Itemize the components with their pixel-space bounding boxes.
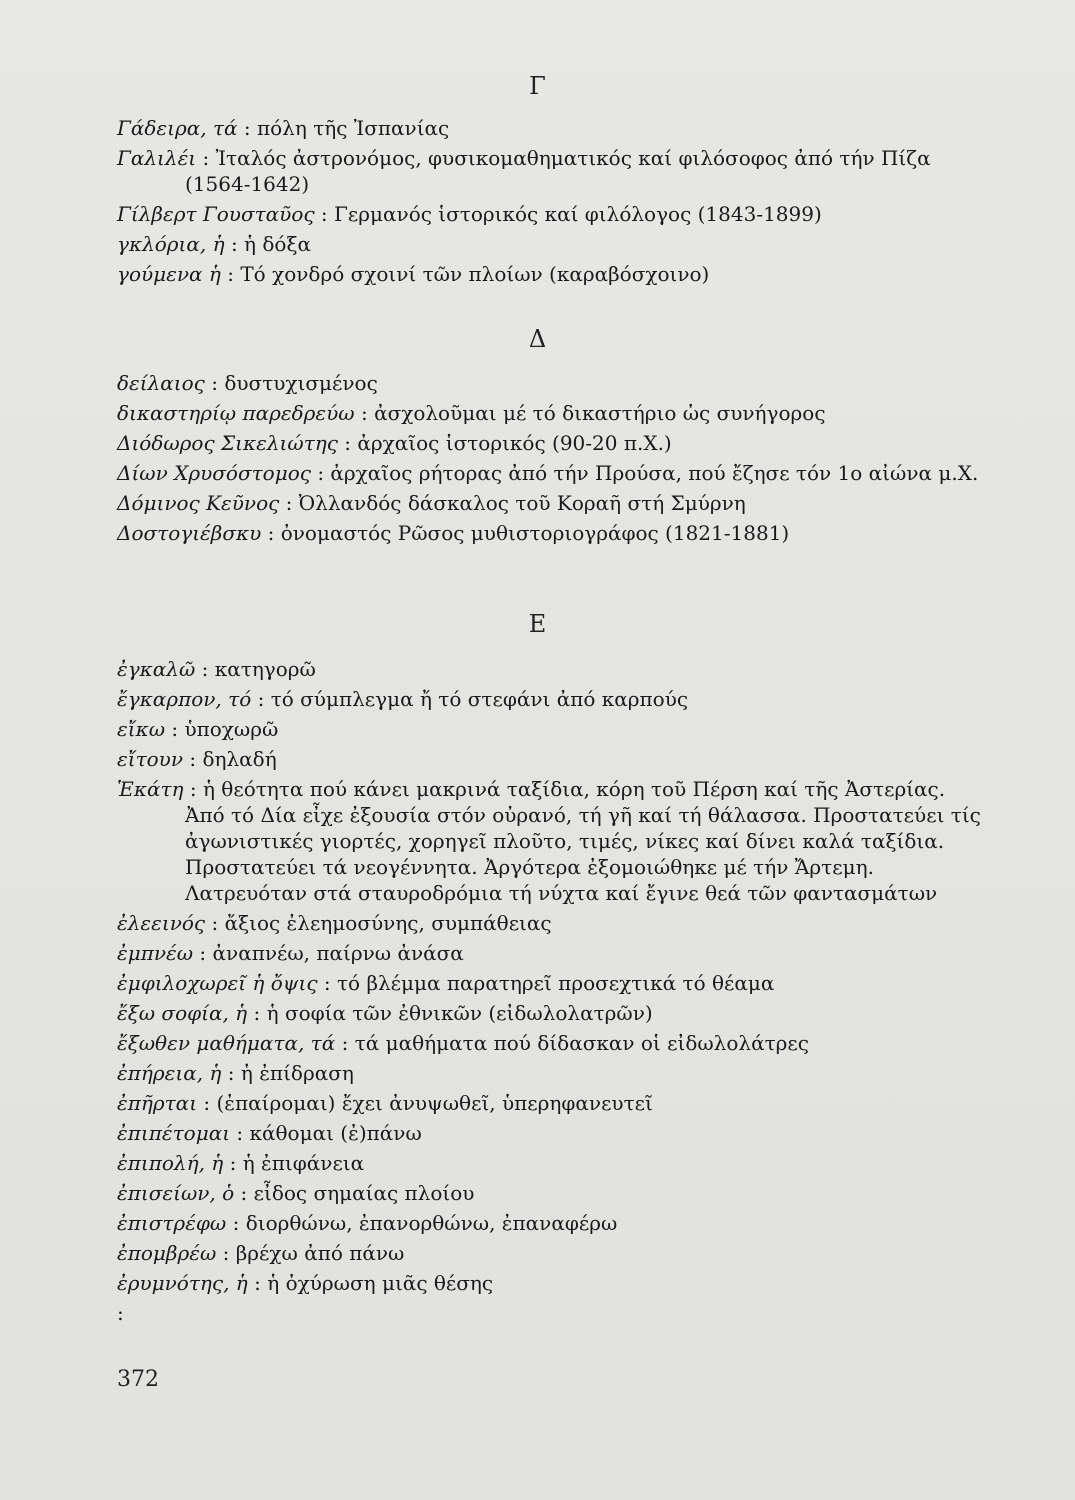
entry-definition: ἀναπνέω, παίρνω ἀνάσα — [212, 941, 464, 965]
glossary-entry: ἐρυμνότης, ἡ : ἡ ὀχύρωση μιᾶς θέσης — [117, 1271, 494, 1295]
entry-definition: πόλη τῆς Ἰσπανίας — [257, 116, 450, 140]
entry-term: δικαστηρίῳ παρεδρεύω — [117, 401, 355, 425]
entry-term: ἔγκαρπον, τό — [117, 687, 252, 711]
entry-term: ἐλεεινός — [117, 911, 206, 935]
entry-definition: δηλαδή — [202, 747, 277, 771]
entry-term: ἐπιπέτομαι — [117, 1121, 231, 1145]
glossary-entry: ἐπομβρέω : βρέχω ἀπό πάνω — [117, 1241, 405, 1265]
entry-definition: ἡ δόξα — [244, 232, 311, 256]
glossary-entry: εἴτουν : δηλαδή — [117, 747, 277, 771]
entry-term: ἐγκαλῶ — [117, 657, 196, 681]
glossary-entry: ἐπιστρέφω : διορθώνω, ἐπανορθώνω, ἐπαναφέρω — [117, 1211, 618, 1235]
glossary-entry: Γαλιλέι : Ἰταλός ἀστρονόμος, φυσικομαθηματικός καί φιλόσοφος ἀπό τήν Πίζα (1564-1642) — [117, 146, 931, 196]
glossary-entry: ἐμφιλοχωρεῖ ἡ ὄψις : τό βλέμμα παρατηρεῖ προσεχτικά τό θέαμα — [117, 971, 775, 995]
glossary-entry: ἐπισείων, ὁ : εἶδος σημαίας πλοίου — [117, 1181, 475, 1205]
entry-term: ἐπισείων, ὁ — [117, 1181, 235, 1205]
section-letter-gamma: Γ — [529, 72, 546, 100]
glossary-entry: ἐγκαλῶ : κατηγορῶ — [117, 657, 316, 681]
entry-term: εἴκω — [117, 717, 165, 741]
entry-term: ἐπιπολή, ἡ — [117, 1151, 224, 1175]
glossary-entry: Γάδειρα, τά : πόλη τῆς Ἰσπανίας — [117, 116, 450, 140]
entry-definition: ἡ θεότητα πού κάνει μακρινά ταξίδια, κόρη τοῦ Πέρση καί τῆς Ἀστερίας. Ἀπό τό Δία εἶχε ἐξουσία στόν οὐρανό, τή γῆ καί τή θάλασσα. Προστατεύει τίς ἀγωνιστικές γιορτές, χορηγεῖ πλοῦτο, τιμές, νίκες καί δίνει καλά ταξίδια. Προστατεύει τά νεογέννητα. Ἀργότερα ἐξομοιώθηκε μέ τήν Ἄρτεμη. Λατρευόταν στά σταυροδρόμια τή νύχτα καί ἔγινε θεά τῶν φαντασμάτων — [185, 777, 981, 905]
glossary-entry: Δοστογιέβσκυ : ὀνομαστός Ρῶσος μυθιστοριογράφος (1821-1881) — [117, 521, 790, 545]
entry-definition: ἡ ὀχύρωση μιᾶς θέσης — [267, 1271, 494, 1295]
entry-term: ἔξωθεν μαθήματα, τά — [117, 1031, 336, 1055]
section-gamma-entries — [117, 115, 982, 291]
entry-definition: ἀρχαῖος ρήτορας ἀπό τήν Προύσα, πού ἔζησε τόν 1ο αἰώνα μ.Χ. — [330, 461, 979, 485]
entry-term: ἔξω σοφία, ἡ — [117, 1001, 248, 1025]
glossary-entry: εἴκω : ὑποχωρῶ — [117, 717, 279, 741]
entry-definition: ἄξιος ἐλεημοσύνης, συμπάθειας — [224, 911, 552, 935]
entry-term: ἐπήρεια, ἡ — [117, 1061, 222, 1085]
entry-definition: ὑποχωρῶ — [184, 717, 279, 741]
page-number: 372 — [117, 1367, 159, 1392]
glossary-entry: Γίλβερτ Γουσταῦος : Γερμανός ἱστορικός καί φιλόλογος (1843-1899) — [117, 202, 822, 226]
glossary-entry: Δόμινος Κεῦνος : Ὀλλανδός δάσκαλος τοῦ Κοραῆ στή Σμύρνη — [117, 491, 746, 515]
glossary-entry: ἐπῆρται : (ἐπαίρομαι) ἔχει ἀνυψωθεῖ, ὑπερηφανευτεῖ — [117, 1091, 653, 1115]
entry-term: ἐπιστρέφω — [117, 1211, 227, 1235]
entry-term: ἐπῆρται — [117, 1091, 198, 1115]
entry-term: Διόδωρος Σικελιώτης — [117, 431, 338, 455]
entry-definition: τό βλέμμα παρατηρεῖ προσεχτικά τό θέαμα — [336, 971, 775, 995]
entry-definition: ἡ ἐπίδραση — [240, 1061, 354, 1085]
glossary-entry: ἐμπνέω : ἀναπνέω, παίρνω ἀνάσα — [117, 941, 464, 965]
entry-term: γούμενα ἡ — [117, 262, 221, 286]
section-epsilon-entries — [117, 656, 982, 1330]
glossary-entry: ἐπιπολή, ἡ : ἡ ἐπιφάνεια — [117, 1151, 365, 1175]
entry-definition: ὀνομαστός Ρῶσος μυθιστοριογράφος (1821-1881) — [280, 521, 790, 545]
section-letter-epsilon: Ε — [528, 610, 547, 638]
entry-term: ἐμφιλοχωρεῖ ἡ ὄψις — [117, 971, 318, 995]
entry-term: Δόμινος Κεῦνος — [117, 491, 280, 515]
entry-term: Ἑκάτη — [117, 777, 184, 801]
entry-definition: ἀσχολοῦμαι μέ τό δικαστήριο ὡς συνήγορος — [374, 401, 826, 425]
entry-definition: Τό χονδρό σχοινί τῶν πλοίων (καραβόσχοινο) — [240, 262, 710, 286]
section-delta-entries — [117, 370, 982, 550]
entry-term: Γίλβερτ Γουσταῦος — [117, 202, 315, 226]
entry-definition: Γερμανός ἱστορικός καί φιλόλογος (1843-1899) — [334, 202, 822, 226]
entry-term: ἐπομβρέω — [117, 1241, 217, 1265]
entry-definition: Ὀλλανδός δάσκαλος τοῦ Κοραῆ στή Σμύρνη — [298, 491, 746, 515]
entry-term: Γαλιλέι — [117, 146, 197, 170]
glossary-entry: ἔξωθεν μαθήματα, τά : τά μαθήματα πού δίδασκαν οἱ εἰδωλολάτρες — [117, 1031, 809, 1055]
entry-term: γκλόρια, ἡ — [117, 232, 225, 256]
entry-definition: βρέχω ἀπό πάνω — [235, 1241, 405, 1265]
glossary-entry: γκλόρια, ἡ : ἡ δόξα — [117, 232, 311, 256]
entry-definition: ἀρχαῖος ἱστορικός (90-20 π.Χ.) — [357, 431, 672, 455]
entry-definition: Ἰταλός ἀστρονόμος, φυσικομαθηματικός καί φιλόσοφος ἀπό τήν Πίζα (1564-1642) — [185, 146, 931, 196]
entry-definition: τά μαθήματα πού δίδασκαν οἱ εἰδωλολάτρες — [354, 1031, 809, 1055]
glossary-entry: ἐλεεινός : ἄξιος ἐλεημοσύνης, συμπάθειας — [117, 911, 552, 935]
entry-definition: δυστυχισμένος — [224, 371, 378, 395]
glossary-entry: Ἑκάτη : ἡ θεότητα πού κάνει μακρινά ταξίδια, κόρη τοῦ Πέρση καί τῆς Ἀστερίας. Ἀπό τό Δία εἶχε ἐξουσία στόν οὐρανό, τή γῆ καί τή θάλασσα. Προστατεύει τίς ἀγωνιστικές γιορτές, χορηγεῖ πλοῦτο, τιμές, νίκες καί δίνει καλά ταξίδια. Προστατεύει τά νεογέννητα. Ἀργότερα ἐξομοιώθηκε μέ τήν Ἄρτεμη. Λατρευόταν στά σταυροδρόμια τή νύχτα καί ἔγινε θεά τῶν φαντασμάτων — [117, 777, 981, 905]
glossary-entry: ἔγκαρπον, τό : τό σύμπλεγμα ἤ τό στεφάνι ἀπό καρπούς — [117, 687, 689, 711]
section-letter-delta: Δ — [528, 325, 547, 353]
entry-definition: διορθώνω, ἐπανορθώνω, ἐπαναφέρω — [245, 1211, 618, 1235]
glossary-entry: Διόδωρος Σικελιώτης : ἀρχαῖος ἱστορικός (90-20 π.Χ.) — [117, 431, 672, 455]
entry-term: ἐμπνέω — [117, 941, 194, 965]
glossary-entry: δικαστηρίῳ παρεδρεύω : ἀσχολοῦμαι μέ τό δικαστήριο ὡς συνήγορος — [117, 401, 826, 425]
entry-term: ἐρυμνότης, ἡ — [117, 1271, 248, 1295]
entry-term: Γάδειρα, τά — [117, 116, 238, 140]
glossary-entry: : — [117, 1301, 124, 1325]
entry-definition: κατηγορῶ — [214, 657, 316, 681]
entry-term: Δίων Χρυσόστομος — [117, 461, 311, 485]
entry-definition: ἡ σοφία τῶν ἐθνικῶν (εἰδωλολατρῶν) — [266, 1001, 653, 1025]
glossary-entry: ἔξω σοφία, ἡ : ἡ σοφία τῶν ἐθνικῶν (εἰδωλολατρῶν) — [117, 1001, 653, 1025]
entry-term: Δοστογιέβσκυ — [117, 521, 262, 545]
entry-definition: ἡ ἐπιφάνεια — [242, 1151, 365, 1175]
entry-definition: εἶδος σημαίας πλοίου — [253, 1181, 475, 1205]
entry-term: εἴτουν — [117, 747, 183, 771]
glossary-entry: ἐπιπέτομαι : κάθομαι (ἐ)πάνω — [117, 1121, 422, 1145]
entry-definition: τό σύμπλεγμα ἤ τό στεφάνι ἀπό καρπούς — [270, 687, 689, 711]
glossary-entry: Δίων Χρυσόστομος : ἀρχαῖος ρήτορας ἀπό τήν Προύσα, πού ἔζησε τόν 1ο αἰώνα μ.Χ. — [117, 461, 979, 485]
glossary-entry: δείλαιος : δυστυχισμένος — [117, 371, 378, 395]
entry-definition: (ἐπαίρομαι) ἔχει ἀνυψωθεῖ, ὑπερηφανευτεῖ — [216, 1091, 653, 1115]
glossary-entry: γούμενα ἡ : Τό χονδρό σχοινί τῶν πλοίων (καραβόσχοινο) — [117, 262, 710, 286]
entry-term: δείλαιος — [117, 371, 205, 395]
glossary-entry: ἐπήρεια, ἡ : ἡ ἐπίδραση — [117, 1061, 354, 1085]
entry-definition: κάθομαι (ἐ)πάνω — [249, 1121, 422, 1145]
